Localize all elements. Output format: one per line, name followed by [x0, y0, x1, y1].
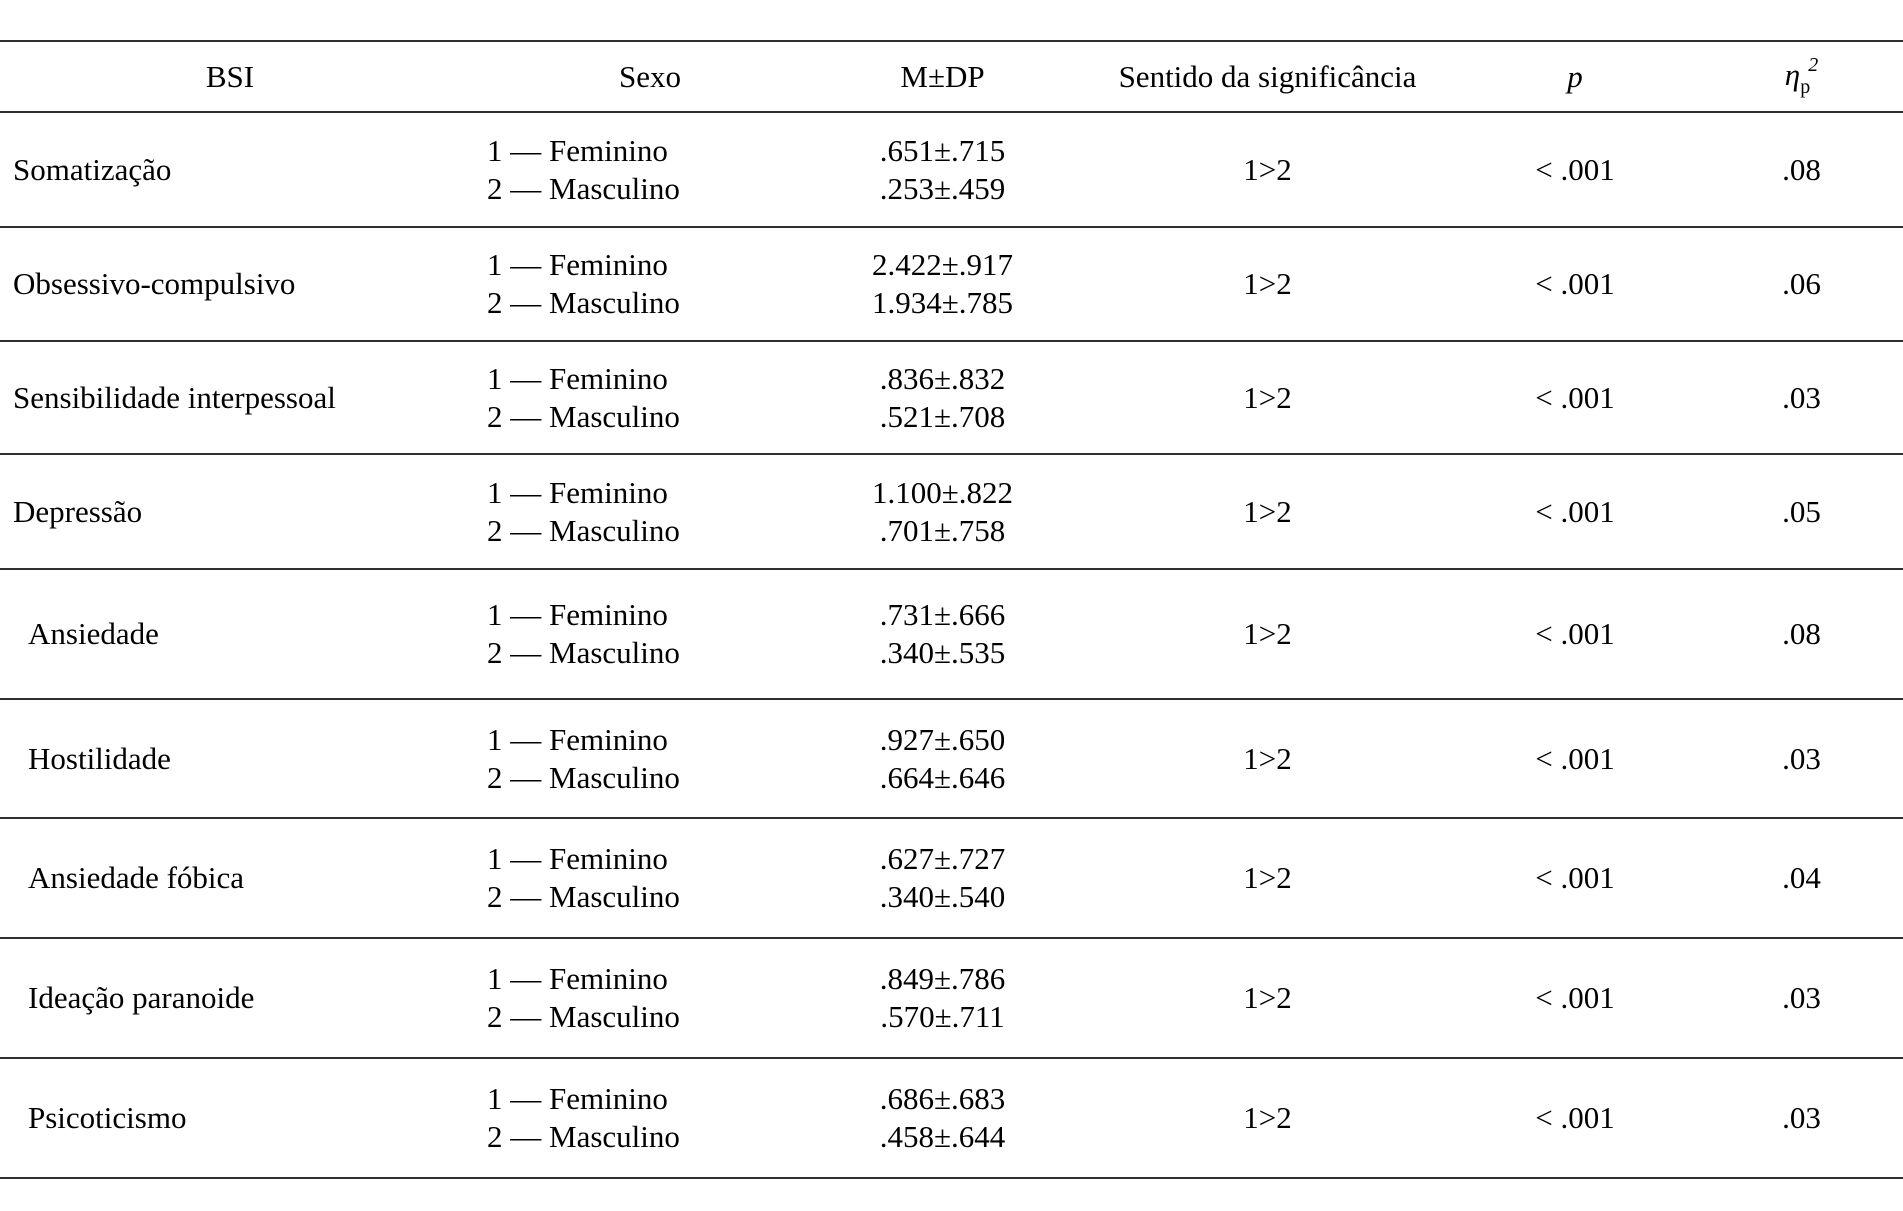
sex-groups — [460, 596, 800, 672]
column-header-bsi: BSI — [205, 58, 255, 94]
mean-sd-2: .664±.646 — [879, 759, 1006, 795]
sex-groups — [460, 840, 800, 916]
p-value: < .001 — [1535, 616, 1615, 651]
mean-sd-2: 1.934±.785 — [871, 285, 1013, 320]
sex-group-1: 1 — Feminino — [487, 597, 668, 632]
table-row — [0, 570, 1903, 700]
mean-sd-1: .686±.683 — [879, 1081, 1006, 1116]
mean-sd-2: .570±.711 — [880, 999, 1005, 1034]
mean-sd-values — [800, 596, 1085, 672]
significance-direction: 1>2 — [1243, 616, 1292, 651]
eta-squared-symbol: $\eta_p^2$ — [1784, 54, 1819, 98]
bsi-scale-label: Hostilidade — [28, 740, 171, 776]
eta-squared-value: .04 — [1782, 860, 1821, 895]
mean-sd-1: .836±.832 — [879, 360, 1006, 396]
eta-squared-value: .03 — [1782, 1100, 1821, 1135]
sex-groups — [460, 1080, 800, 1156]
mean-sd-1: .651±.715 — [879, 132, 1006, 168]
sex-group-2: 2 — Masculino — [487, 1119, 680, 1154]
significance-direction: 1>2 — [1243, 1100, 1292, 1135]
sex-group-1: 1 — Feminino — [487, 961, 668, 996]
mean-sd-2: .340±.540 — [879, 879, 1006, 914]
sex-group-2: 2 — Masculino — [487, 285, 680, 320]
sex-group-1: 1 — Feminino — [487, 721, 668, 757]
sex-group-1: 1 — Feminino — [487, 1081, 668, 1116]
mean-sd-values — [800, 960, 1085, 1036]
column-header-mdp: M±DP — [900, 58, 985, 94]
bsi-scale-label: Psicoticismo — [28, 1100, 187, 1135]
bsi-scale-label: Ideação paranoide — [28, 980, 255, 1015]
eta-squared-value: .08 — [1782, 151, 1821, 187]
table-row — [0, 939, 1903, 1059]
table-row — [0, 113, 1903, 228]
sex-groups — [460, 960, 800, 1036]
sex-group-1: 1 — Feminino — [487, 474, 668, 510]
bsi-scale-label: Sensibilidade interpessoal — [13, 379, 336, 415]
sex-group-2: 2 — Masculino — [487, 635, 680, 670]
mean-sd-values — [800, 246, 1085, 322]
mean-sd-values — [800, 474, 1085, 550]
mean-sd-1: 2.422±.917 — [871, 247, 1013, 282]
p-value: < .001 — [1535, 1100, 1615, 1135]
table-row — [0, 455, 1903, 570]
sex-group-2: 2 — Masculino — [487, 999, 680, 1034]
column-header-sentido: Sentido da significância — [1118, 58, 1417, 94]
significance-direction: 1>2 — [1243, 860, 1292, 895]
sex-group-2: 2 — Masculino — [487, 879, 680, 914]
mean-sd-values — [800, 132, 1085, 208]
table-row — [0, 700, 1903, 819]
sex-groups — [460, 246, 800, 322]
mean-sd-values — [800, 1080, 1085, 1156]
sex-groups — [460, 474, 800, 550]
mean-sd-2: .701±.758 — [879, 512, 1006, 548]
sex-group-2: 2 — Masculino — [487, 170, 680, 206]
p-value: < .001 — [1535, 493, 1615, 529]
bsi-scale-label: Obsessivo-compulsivo — [13, 266, 296, 301]
table-row — [0, 228, 1903, 342]
mean-sd-1: .927±.650 — [879, 721, 1006, 757]
eta-squared-value: .08 — [1782, 616, 1821, 651]
mean-sd-2: .458±.644 — [879, 1119, 1006, 1154]
sex-group-2: 2 — Masculino — [487, 759, 680, 795]
sex-groups — [460, 360, 800, 436]
mean-sd-2: .521±.708 — [879, 398, 1006, 434]
p-value: < .001 — [1535, 980, 1615, 1015]
sex-group-2: 2 — Masculino — [487, 398, 680, 434]
eta-squared-value: .06 — [1782, 266, 1821, 301]
bsi-scale-label: Ansiedade — [28, 616, 159, 651]
bsi-scale-label: Ansiedade fóbica — [28, 860, 245, 895]
sex-group-1: 1 — Feminino — [487, 841, 668, 876]
table-header-row — [0, 42, 1903, 113]
sex-groups — [460, 721, 800, 797]
p-value: < .001 — [1535, 860, 1615, 895]
column-header-eta-squared — [1700, 54, 1903, 99]
mean-sd-values — [800, 840, 1085, 916]
table-row — [0, 342, 1903, 455]
mean-sd-1: .627±.727 — [879, 841, 1006, 876]
sex-group-2: 2 — Masculino — [487, 512, 680, 548]
table-row — [0, 819, 1903, 939]
p-value: < .001 — [1535, 266, 1615, 301]
table-row — [0, 1059, 1903, 1179]
p-value: < .001 — [1535, 151, 1615, 187]
sex-group-1: 1 — Feminino — [487, 247, 668, 282]
bsi-scale-label: Depressão — [13, 493, 143, 529]
mean-sd-1: .731±.666 — [879, 597, 1006, 632]
bsi-scale-label: Somatização — [13, 151, 172, 187]
sex-group-1: 1 — Feminino — [487, 360, 668, 396]
p-value: < .001 — [1535, 379, 1615, 415]
mean-sd-values — [800, 360, 1085, 436]
significance-direction: 1>2 — [1243, 740, 1292, 776]
table-body — [0, 113, 1903, 1179]
eta-squared-value: .03 — [1782, 980, 1821, 1015]
sex-group-1: 1 — Feminino — [487, 132, 668, 168]
significance-direction: 1>2 — [1243, 266, 1292, 301]
mean-sd-2: .253±.459 — [879, 170, 1006, 206]
column-header-p: p — [1567, 58, 1583, 94]
significance-direction: 1>2 — [1243, 379, 1292, 415]
eta-squared-value: .05 — [1782, 493, 1821, 529]
mean-sd-values — [800, 721, 1085, 797]
significance-direction: 1>2 — [1243, 493, 1292, 529]
mean-sd-2: .340±.535 — [879, 635, 1006, 670]
significance-direction: 1>2 — [1243, 151, 1292, 187]
column-header-sexo: Sexo — [619, 58, 681, 94]
mean-sd-1: .849±.786 — [879, 961, 1006, 996]
sex-groups — [460, 132, 800, 208]
significance-direction: 1>2 — [1243, 980, 1292, 1015]
bsi-sex-differences-table — [0, 40, 1903, 1179]
eta-squared-value: .03 — [1782, 379, 1821, 415]
mean-sd-1: 1.100±.822 — [871, 474, 1013, 510]
eta-squared-value: .03 — [1782, 740, 1821, 776]
p-value: < .001 — [1535, 740, 1615, 776]
